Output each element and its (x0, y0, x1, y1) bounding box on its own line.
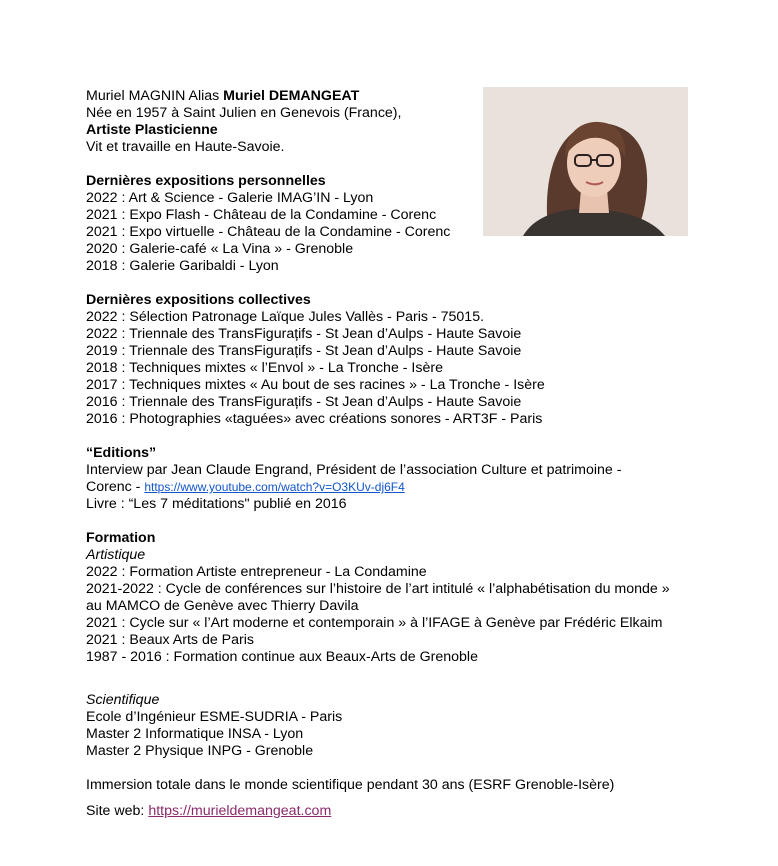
list-item: 1987 - 2016 : Formation continue aux Beaux-Arts de Grenoble (86, 649, 478, 665)
list-item: 2021 : Beaux Arts de Paris (86, 632, 254, 648)
list-item: 2021 : Expo Flash - Château de la Condamine - Corenc (86, 207, 437, 223)
cv-text-column (86, 88, 726, 820)
collective-exhibitions-heading: Dernières expositions collectives (86, 292, 311, 308)
name-prefix: Muriel MAGNIN Alias (86, 88, 224, 104)
list-item: 2020 : Galerie-café « La Vina » - Grenoble (86, 241, 354, 257)
list-item: 2022 : Formation Artiste entrepreneur - La Condamine (86, 564, 427, 580)
artist-title: Artiste Plasticienne (86, 122, 218, 138)
youtube-link[interactable]: https://www.youtube.com/watch?v=O3KUv-dj6F4 (144, 480, 405, 494)
list-item: au MAMCO de Genève avec Thierry Davila (86, 598, 359, 614)
interview-location: Corenc - (86, 479, 145, 495)
birth-line: Née en 1957 à Saint Julien en Genevois (France), (86, 105, 402, 121)
list-item: 2021-2022 : Cycle de conférences sur l’histoire de l’art intitulé « l’alphabétisation du monde » (86, 581, 670, 597)
list-item: 2016 : Triennale des TransFigurațifs - St Jean d’Aulps - Haute Savoie (86, 394, 522, 410)
list-item: 2016 : Photographies «taguées» avec créations sonores - ART3F - Paris (86, 411, 543, 427)
formation-heading: Formation (86, 530, 156, 546)
personal-exhibitions-heading: Dernières expositions personnelles (86, 173, 326, 189)
list-item: 2017 : Techniques mixtes « Au bout de ses racines » - La Tronche - Isère (86, 377, 545, 393)
list-item: 2022 : Sélection Patronage Laïque Jules Vallès - Paris - 75015. (86, 309, 485, 325)
personal-exhibitions-list (86, 190, 726, 275)
interview-line: Interview par Jean Claude Engrand, Président de l’association Culture et patrimoine - (86, 462, 622, 478)
collective-exhibitions-list (86, 309, 726, 428)
list-item: Ecole d’Ingénieur ESME-SUDRIA - Paris (86, 709, 343, 725)
book-line: Livre : “Les 7 méditations" publié en 2016 (86, 496, 347, 512)
list-item: 2018 : Galerie Garibaldi - Lyon (86, 258, 279, 274)
name-line (86, 88, 726, 105)
artistic-training-list (86, 564, 726, 666)
list-item: 2018 : Techniques mixtes « l’Envol » - La Tronche - Isère (86, 360, 443, 376)
location-line: Vit et travaille en Haute-Savoie. (86, 139, 285, 155)
interview-link-line (86, 479, 726, 496)
editions-heading: “Editions” (86, 445, 157, 461)
list-item: 2021 : Cycle sur « l’Art moderne et contemporain » à l’IFAGE à Genève par Frédéric Elkaim (86, 615, 663, 631)
list-item: Master 2 Informatique INSA - Lyon (86, 726, 304, 742)
list-item: 2019 : Triennale des TransFigurațifs - St Jean d’Aulps - Haute Savoie (86, 343, 522, 359)
list-item: 2021 : Expo virtuelle - Château de la Condamine - Corenc (86, 224, 451, 240)
list-item: 2022 : Triennale des TransFigurațifs - St Jean d’Aulps - Haute Savoie (86, 326, 522, 342)
scientific-training-list (86, 709, 726, 760)
scientific-subheading: Scientifique (86, 692, 160, 708)
list-item: Master 2 Physique INPG - Grenoble (86, 743, 314, 759)
artistic-subheading: Artistique (86, 547, 146, 563)
immersion-line: Immersion totale dans le monde scientifique pendant 30 ans (ESRF Grenoble-Isère) (86, 777, 615, 793)
website-line (86, 803, 726, 820)
website-label: Site web: (86, 803, 149, 819)
list-item: 2022 : Art & Science - Galerie IMAG’IN - Lyon (86, 190, 374, 206)
website-link[interactable]: https://murieldemangeat.com (148, 803, 332, 819)
artist-name: Muriel DEMANGEAT (223, 88, 360, 104)
